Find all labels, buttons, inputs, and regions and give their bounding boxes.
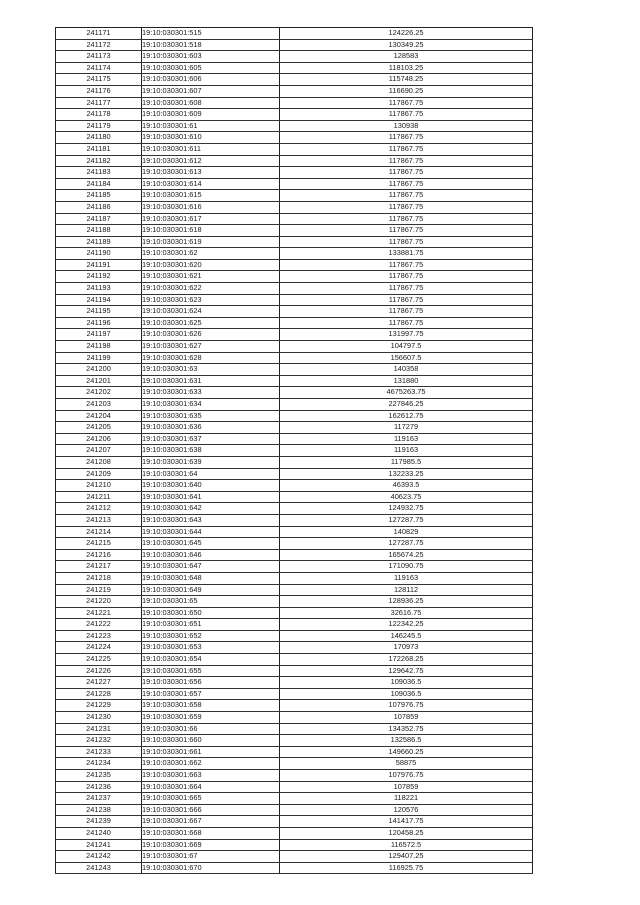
cadastral-value-cell: 117867.75: [280, 190, 533, 202]
cadastral-number-cell: 19:10:030301:652: [142, 630, 280, 642]
cadastral-value-cell: 134352.75: [280, 723, 533, 735]
row-number-cell: 241190: [56, 248, 142, 260]
row-number-cell: 241201: [56, 375, 142, 387]
cadastral-value-cell: 140358: [280, 364, 533, 376]
cadastral-value-cell: 109036.5: [280, 688, 533, 700]
table-row: [56, 584, 533, 596]
table-row: [56, 74, 533, 86]
cadastral-value-cell: 156607.5: [280, 352, 533, 364]
table-row: [56, 712, 533, 724]
row-number-cell: 241195: [56, 306, 142, 318]
cadastral-value-cell: 131997.75: [280, 329, 533, 341]
cadastral-value-cell: 165674.25: [280, 549, 533, 561]
cadastral-value-cell: 119163: [280, 433, 533, 445]
cadastral-number-cell: 19:10:030301:515: [142, 28, 280, 40]
cadastral-number-cell: 19:10:030301:621: [142, 271, 280, 283]
row-number-cell: 241240: [56, 827, 142, 839]
cadastral-value-cell: 171090.75: [280, 561, 533, 573]
cadastral-number-cell: 19:10:030301:615: [142, 190, 280, 202]
cadastral-value-cell: 117867.75: [280, 225, 533, 237]
cadastral-number-cell: 19:10:030301:667: [142, 816, 280, 828]
row-number-cell: 241229: [56, 700, 142, 712]
cadastral-value-cell: 118221: [280, 793, 533, 805]
table-row: [56, 561, 533, 573]
row-number-cell: 241234: [56, 758, 142, 770]
cadastral-value-cell: 40623.75: [280, 491, 533, 503]
cadastral-value-cell: 117867.75: [280, 306, 533, 318]
table-row: [56, 596, 533, 608]
cadastral-value-cell: 117867.75: [280, 143, 533, 155]
cadastral-number-cell: 19:10:030301:622: [142, 283, 280, 295]
cadastral-value-cell: 128112: [280, 584, 533, 596]
table-row: [56, 143, 533, 155]
cadastral-value-cell: 117867.75: [280, 213, 533, 225]
row-number-cell: 241227: [56, 677, 142, 689]
table-row: [56, 839, 533, 851]
table-row: [56, 317, 533, 329]
cadastral-value-cell: 124932.75: [280, 503, 533, 515]
cadastral-number-cell: 19:10:030301:609: [142, 109, 280, 121]
table-row: [56, 619, 533, 631]
row-number-cell: 241189: [56, 236, 142, 248]
row-number-cell: 241238: [56, 804, 142, 816]
cadastral-number-cell: 19:10:030301:610: [142, 132, 280, 144]
cadastral-number-cell: 19:10:030301:605: [142, 62, 280, 74]
cadastral-number-cell: 19:10:030301:616: [142, 201, 280, 213]
row-number-cell: 241177: [56, 97, 142, 109]
row-number-cell: 241241: [56, 839, 142, 851]
row-number-cell: 241242: [56, 851, 142, 863]
cadastral-value-cell: 4675263.75: [280, 387, 533, 399]
table-row: [56, 213, 533, 225]
cadastral-number-cell: 19:10:030301:612: [142, 155, 280, 167]
table-row: [56, 28, 533, 40]
row-number-cell: 241179: [56, 120, 142, 132]
row-number-cell: 241183: [56, 167, 142, 179]
row-number-cell: 241221: [56, 607, 142, 619]
cadastral-number-cell: 19:10:030301:67: [142, 851, 280, 863]
cadastral-value-cell: 109036.5: [280, 677, 533, 689]
row-number-cell: 241228: [56, 688, 142, 700]
row-number-cell: 241223: [56, 630, 142, 642]
cadastral-value-cell: 117867.75: [280, 167, 533, 179]
cadastral-value-cell: 132586.5: [280, 735, 533, 747]
row-number-cell: 241174: [56, 62, 142, 74]
row-number-cell: 241202: [56, 387, 142, 399]
table-row: [56, 85, 533, 97]
cadastral-value-cell: 119163: [280, 572, 533, 584]
cadastral-number-cell: 19:10:030301:651: [142, 619, 280, 631]
cadastral-value-cell: 117867.75: [280, 271, 533, 283]
table-row: [56, 236, 533, 248]
cadastral-number-cell: 19:10:030301:65: [142, 596, 280, 608]
cadastral-number-cell: 19:10:030301:617: [142, 213, 280, 225]
cadastral-number-cell: 19:10:030301:669: [142, 839, 280, 851]
cadastral-value-cell: 129407.25: [280, 851, 533, 863]
table-row: [56, 491, 533, 503]
row-number-cell: 241222: [56, 619, 142, 631]
row-number-cell: 241187: [56, 213, 142, 225]
cadastral-value-table: [55, 27, 533, 874]
cadastral-value-cell: 117279: [280, 422, 533, 434]
row-number-cell: 241196: [56, 317, 142, 329]
row-number-cell: 241211: [56, 491, 142, 503]
cadastral-number-cell: 19:10:030301:646: [142, 549, 280, 561]
row-number-cell: 241224: [56, 642, 142, 654]
table-row: [56, 654, 533, 666]
table-row: [56, 62, 533, 74]
row-number-cell: 241192: [56, 271, 142, 283]
row-number-cell: 241182: [56, 155, 142, 167]
cadastral-value-cell: 118103.25: [280, 62, 533, 74]
cadastral-number-cell: 19:10:030301:662: [142, 758, 280, 770]
table-row: [56, 538, 533, 550]
table-row: [56, 364, 533, 376]
table-row: [56, 445, 533, 457]
cadastral-number-cell: 19:10:030301:637: [142, 433, 280, 445]
cadastral-value-cell: 128936.25: [280, 596, 533, 608]
table-row: [56, 735, 533, 747]
cadastral-number-cell: 19:10:030301:668: [142, 827, 280, 839]
row-number-cell: 241236: [56, 781, 142, 793]
table-row: [56, 410, 533, 422]
row-number-cell: 241191: [56, 259, 142, 271]
cadastral-value-cell: 117867.75: [280, 155, 533, 167]
cadastral-value-cell: 107976.75: [280, 700, 533, 712]
table-row: [56, 375, 533, 387]
table-row: [56, 700, 533, 712]
cadastral-value-cell: 32616.75: [280, 607, 533, 619]
table-row: [56, 39, 533, 51]
cadastral-value-cell: 120458.25: [280, 827, 533, 839]
table-row: [56, 549, 533, 561]
table-row: [56, 630, 533, 642]
cadastral-number-cell: 19:10:030301:640: [142, 480, 280, 492]
row-number-cell: 241218: [56, 572, 142, 584]
table-row: [56, 167, 533, 179]
row-number-cell: 241185: [56, 190, 142, 202]
cadastral-number-cell: 19:10:030301:661: [142, 746, 280, 758]
cadastral-number-cell: 19:10:030301:649: [142, 584, 280, 596]
row-number-cell: 241212: [56, 503, 142, 515]
cadastral-value-cell: 107976.75: [280, 770, 533, 782]
cadastral-number-cell: 19:10:030301:618: [142, 225, 280, 237]
row-number-cell: 241232: [56, 735, 142, 747]
cadastral-value-cell: 107859: [280, 781, 533, 793]
row-number-cell: 241206: [56, 433, 142, 445]
table-row: [56, 468, 533, 480]
row-number-cell: 241186: [56, 201, 142, 213]
table-row: [56, 329, 533, 341]
cadastral-number-cell: 19:10:030301:657: [142, 688, 280, 700]
table-row: [56, 120, 533, 132]
cadastral-number-cell: 19:10:030301:614: [142, 178, 280, 190]
row-number-cell: 241213: [56, 514, 142, 526]
cadastral-number-cell: 19:10:030301:644: [142, 526, 280, 538]
cadastral-value-cell: 141417.75: [280, 816, 533, 828]
cadastral-value-cell: 117867.75: [280, 132, 533, 144]
cadastral-value-cell: 107859: [280, 712, 533, 724]
table-row: [56, 480, 533, 492]
row-number-cell: 241184: [56, 178, 142, 190]
row-number-cell: 241178: [56, 109, 142, 121]
cadastral-value-cell: 117867.75: [280, 178, 533, 190]
row-number-cell: 241231: [56, 723, 142, 735]
cadastral-number-cell: 19:10:030301:606: [142, 74, 280, 86]
cadastral-number-cell: 19:10:030301:64: [142, 468, 280, 480]
row-number-cell: 241203: [56, 399, 142, 411]
row-number-cell: 241214: [56, 526, 142, 538]
table-row: [56, 862, 533, 874]
cadastral-value-cell: 119163: [280, 445, 533, 457]
row-number-cell: 241176: [56, 85, 142, 97]
table-row: [56, 503, 533, 515]
row-number-cell: 241200: [56, 364, 142, 376]
cadastral-number-cell: 19:10:030301:62: [142, 248, 280, 260]
row-number-cell: 241204: [56, 410, 142, 422]
table-row: [56, 723, 533, 735]
cadastral-number-cell: 19:10:030301:650: [142, 607, 280, 619]
table-row: [56, 665, 533, 677]
cadastral-value-cell: 146245.5: [280, 630, 533, 642]
cadastral-number-cell: 19:10:030301:625: [142, 317, 280, 329]
row-number-cell: 241207: [56, 445, 142, 457]
row-number-cell: 241194: [56, 294, 142, 306]
cadastral-value-cell: 172268.25: [280, 654, 533, 666]
cadastral-number-cell: 19:10:030301:63: [142, 364, 280, 376]
cadastral-value-cell: 117867.75: [280, 283, 533, 295]
cadastral-value-cell: 117867.75: [280, 259, 533, 271]
row-number-cell: 241233: [56, 746, 142, 758]
cadastral-value-cell: 117867.75: [280, 294, 533, 306]
cadastral-number-cell: 19:10:030301:518: [142, 39, 280, 51]
table-row: [56, 306, 533, 318]
cadastral-value-cell: 117985.5: [280, 456, 533, 468]
table-row: [56, 607, 533, 619]
cadastral-value-cell: 117867.75: [280, 201, 533, 213]
cadastral-number-cell: 19:10:030301:654: [142, 654, 280, 666]
table-row: [56, 178, 533, 190]
cadastral-value-cell: 117867.75: [280, 109, 533, 121]
table-row: [56, 399, 533, 411]
table-row: [56, 294, 533, 306]
table-row: [56, 572, 533, 584]
cadastral-number-cell: 19:10:030301:624: [142, 306, 280, 318]
table-row: [56, 526, 533, 538]
row-number-cell: 241180: [56, 132, 142, 144]
cadastral-value-cell: 127287.75: [280, 538, 533, 550]
cadastral-number-cell: 19:10:030301:658: [142, 700, 280, 712]
table-row: [56, 804, 533, 816]
cadastral-value-cell: 162612.75: [280, 410, 533, 422]
table-row: [56, 514, 533, 526]
cadastral-number-cell: 19:10:030301:645: [142, 538, 280, 550]
cadastral-value-cell: 120576: [280, 804, 533, 816]
table-row: [56, 51, 533, 63]
table-row: [56, 827, 533, 839]
cadastral-number-cell: 19:10:030301:619: [142, 236, 280, 248]
row-number-cell: 241217: [56, 561, 142, 573]
table-row: [56, 248, 533, 260]
table-row: [56, 109, 533, 121]
cadastral-value-cell: 117867.75: [280, 97, 533, 109]
cadastral-number-cell: 19:10:030301:638: [142, 445, 280, 457]
row-number-cell: 241172: [56, 39, 142, 51]
row-number-cell: 241235: [56, 770, 142, 782]
row-number-cell: 241173: [56, 51, 142, 63]
cadastral-number-cell: 19:10:030301:613: [142, 167, 280, 179]
row-number-cell: 241237: [56, 793, 142, 805]
cadastral-number-cell: 19:10:030301:628: [142, 352, 280, 364]
cadastral-number-cell: 19:10:030301:643: [142, 514, 280, 526]
row-number-cell: 241205: [56, 422, 142, 434]
table-row: [56, 132, 533, 144]
table-row: [56, 746, 533, 758]
cadastral-value-cell: 133881.75: [280, 248, 533, 260]
table-row: [56, 271, 533, 283]
row-number-cell: 241197: [56, 329, 142, 341]
cadastral-number-cell: 19:10:030301:647: [142, 561, 280, 573]
table-row: [56, 387, 533, 399]
cadastral-number-cell: 19:10:030301:670: [142, 862, 280, 874]
row-number-cell: 241181: [56, 143, 142, 155]
cadastral-number-cell: 19:10:030301:611: [142, 143, 280, 155]
cadastral-value-cell: 116572.5: [280, 839, 533, 851]
table-row: [56, 781, 533, 793]
cadastral-number-cell: 19:10:030301:620: [142, 259, 280, 271]
cadastral-number-cell: 19:10:030301:61: [142, 120, 280, 132]
cadastral-value-cell: 130938: [280, 120, 533, 132]
cadastral-value-cell: 127287.75: [280, 514, 533, 526]
table-row: [56, 352, 533, 364]
cadastral-number-cell: 19:10:030301:665: [142, 793, 280, 805]
cadastral-value-cell: 130349.25: [280, 39, 533, 51]
row-number-cell: 241171: [56, 28, 142, 40]
cadastral-value-cell: 104797.5: [280, 341, 533, 353]
cadastral-value-cell: 46393.5: [280, 480, 533, 492]
cadastral-number-cell: 19:10:030301:636: [142, 422, 280, 434]
cadastral-number-cell: 19:10:030301:635: [142, 410, 280, 422]
cadastral-number-cell: 19:10:030301:608: [142, 97, 280, 109]
cadastral-value-cell: 116690.25: [280, 85, 533, 97]
cadastral-value-cell: 128583: [280, 51, 533, 63]
row-number-cell: 241215: [56, 538, 142, 550]
row-number-cell: 241208: [56, 456, 142, 468]
table-row: [56, 283, 533, 295]
cadastral-value-cell: 227846.25: [280, 399, 533, 411]
cadastral-number-cell: 19:10:030301:627: [142, 341, 280, 353]
cadastral-number-cell: 19:10:030301:656: [142, 677, 280, 689]
table-row: [56, 341, 533, 353]
cadastral-number-cell: 19:10:030301:648: [142, 572, 280, 584]
cadastral-number-cell: 19:10:030301:666: [142, 804, 280, 816]
table-row: [56, 758, 533, 770]
table-row: [56, 456, 533, 468]
cadastral-number-cell: 19:10:030301:642: [142, 503, 280, 515]
cadastral-number-cell: 19:10:030301:659: [142, 712, 280, 724]
cadastral-number-cell: 19:10:030301:660: [142, 735, 280, 747]
cadastral-number-cell: 19:10:030301:626: [142, 329, 280, 341]
cadastral-number-cell: 19:10:030301:603: [142, 51, 280, 63]
table-row: [56, 793, 533, 805]
row-number-cell: 241175: [56, 74, 142, 86]
table-row: [56, 201, 533, 213]
cadastral-value-cell: 116925.75: [280, 862, 533, 874]
row-number-cell: 241188: [56, 225, 142, 237]
row-number-cell: 241226: [56, 665, 142, 677]
table-row: [56, 190, 533, 202]
cadastral-value-cell: 132233.25: [280, 468, 533, 480]
row-number-cell: 241239: [56, 816, 142, 828]
row-number-cell: 241193: [56, 283, 142, 295]
cadastral-value-cell: 170973: [280, 642, 533, 654]
table-row: [56, 97, 533, 109]
row-number-cell: 241220: [56, 596, 142, 608]
table-row: [56, 259, 533, 271]
cadastral-number-cell: 19:10:030301:66: [142, 723, 280, 735]
row-number-cell: 241209: [56, 468, 142, 480]
row-number-cell: 241219: [56, 584, 142, 596]
cadastral-value-cell: 122342.25: [280, 619, 533, 631]
table-row: [56, 688, 533, 700]
row-number-cell: 241230: [56, 712, 142, 724]
cadastral-value-cell: 131880: [280, 375, 533, 387]
cadastral-value-cell: 58875: [280, 758, 533, 770]
table-row: [56, 225, 533, 237]
cadastral-number-cell: 19:10:030301:631: [142, 375, 280, 387]
cadastral-number-cell: 19:10:030301:607: [142, 85, 280, 97]
cadastral-number-cell: 19:10:030301:634: [142, 399, 280, 411]
table-row: [56, 816, 533, 828]
row-number-cell: 241243: [56, 862, 142, 874]
cadastral-number-cell: 19:10:030301:639: [142, 456, 280, 468]
cadastral-value-cell: 124226.25: [280, 28, 533, 40]
row-number-cell: 241199: [56, 352, 142, 364]
row-number-cell: 241216: [56, 549, 142, 561]
cadastral-number-cell: 19:10:030301:663: [142, 770, 280, 782]
cadastral-value-cell: 140829: [280, 526, 533, 538]
row-number-cell: 241225: [56, 654, 142, 666]
cadastral-number-cell: 19:10:030301:655: [142, 665, 280, 677]
cadastral-value-cell: 117867.75: [280, 236, 533, 248]
table-row: [56, 433, 533, 445]
cadastral-number-cell: 19:10:030301:641: [142, 491, 280, 503]
cadastral-number-cell: 19:10:030301:623: [142, 294, 280, 306]
cadastral-number-cell: 19:10:030301:633: [142, 387, 280, 399]
table-row: [56, 642, 533, 654]
table-row: [56, 677, 533, 689]
table-row: [56, 422, 533, 434]
cadastral-value-cell: 117867.75: [280, 317, 533, 329]
table-row: [56, 851, 533, 863]
table-row: [56, 770, 533, 782]
table-row: [56, 155, 533, 167]
cadastral-number-cell: 19:10:030301:664: [142, 781, 280, 793]
row-number-cell: 241210: [56, 480, 142, 492]
cadastral-value-cell: 115748.25: [280, 74, 533, 86]
table-body: [56, 28, 533, 874]
row-number-cell: 241198: [56, 341, 142, 353]
cadastral-value-cell: 149660.25: [280, 746, 533, 758]
cadastral-value-cell: 129642.75: [280, 665, 533, 677]
cadastral-number-cell: 19:10:030301:653: [142, 642, 280, 654]
